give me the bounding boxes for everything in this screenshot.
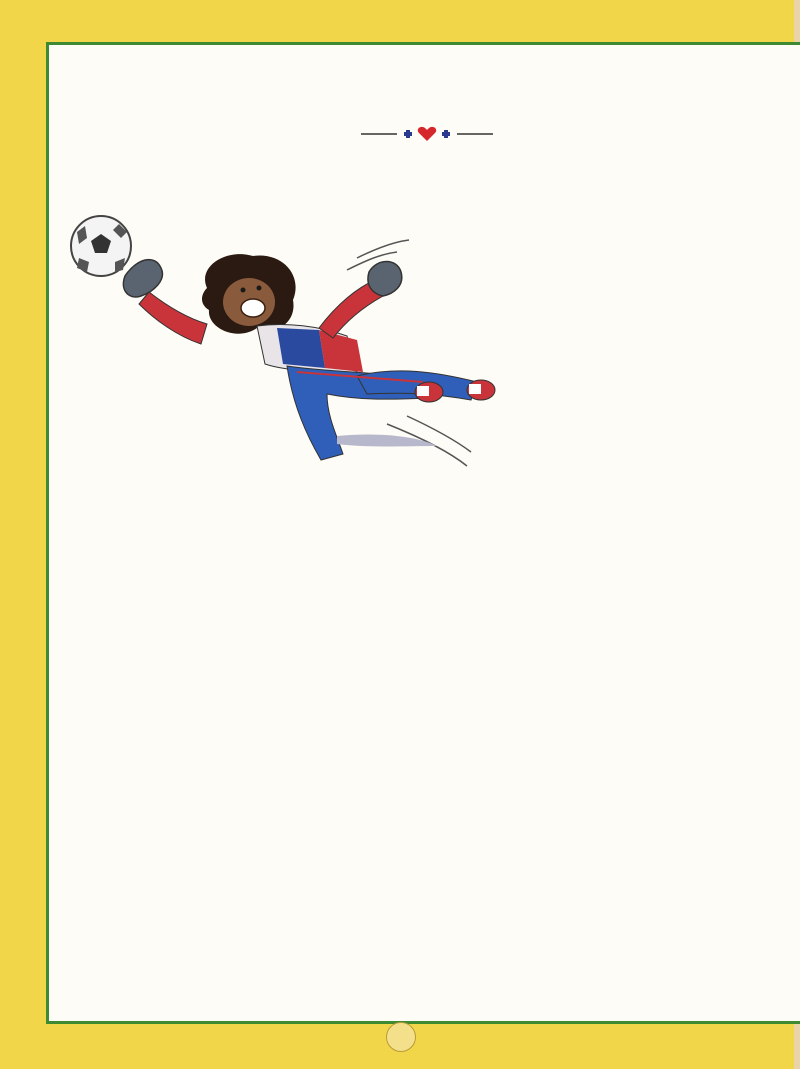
drop-cap-letter — [74, 746, 284, 996]
page-number — [386, 1022, 416, 1052]
goalkeeper-illustration — [57, 196, 497, 476]
heart-icon — [418, 127, 436, 141]
tulip-border-left — [0, 0, 52, 1069]
tulip-border-top — [0, 0, 800, 46]
soccer-ball-icon — [71, 216, 131, 276]
book-page — [52, 46, 800, 1020]
heart-ornament — [357, 122, 497, 146]
